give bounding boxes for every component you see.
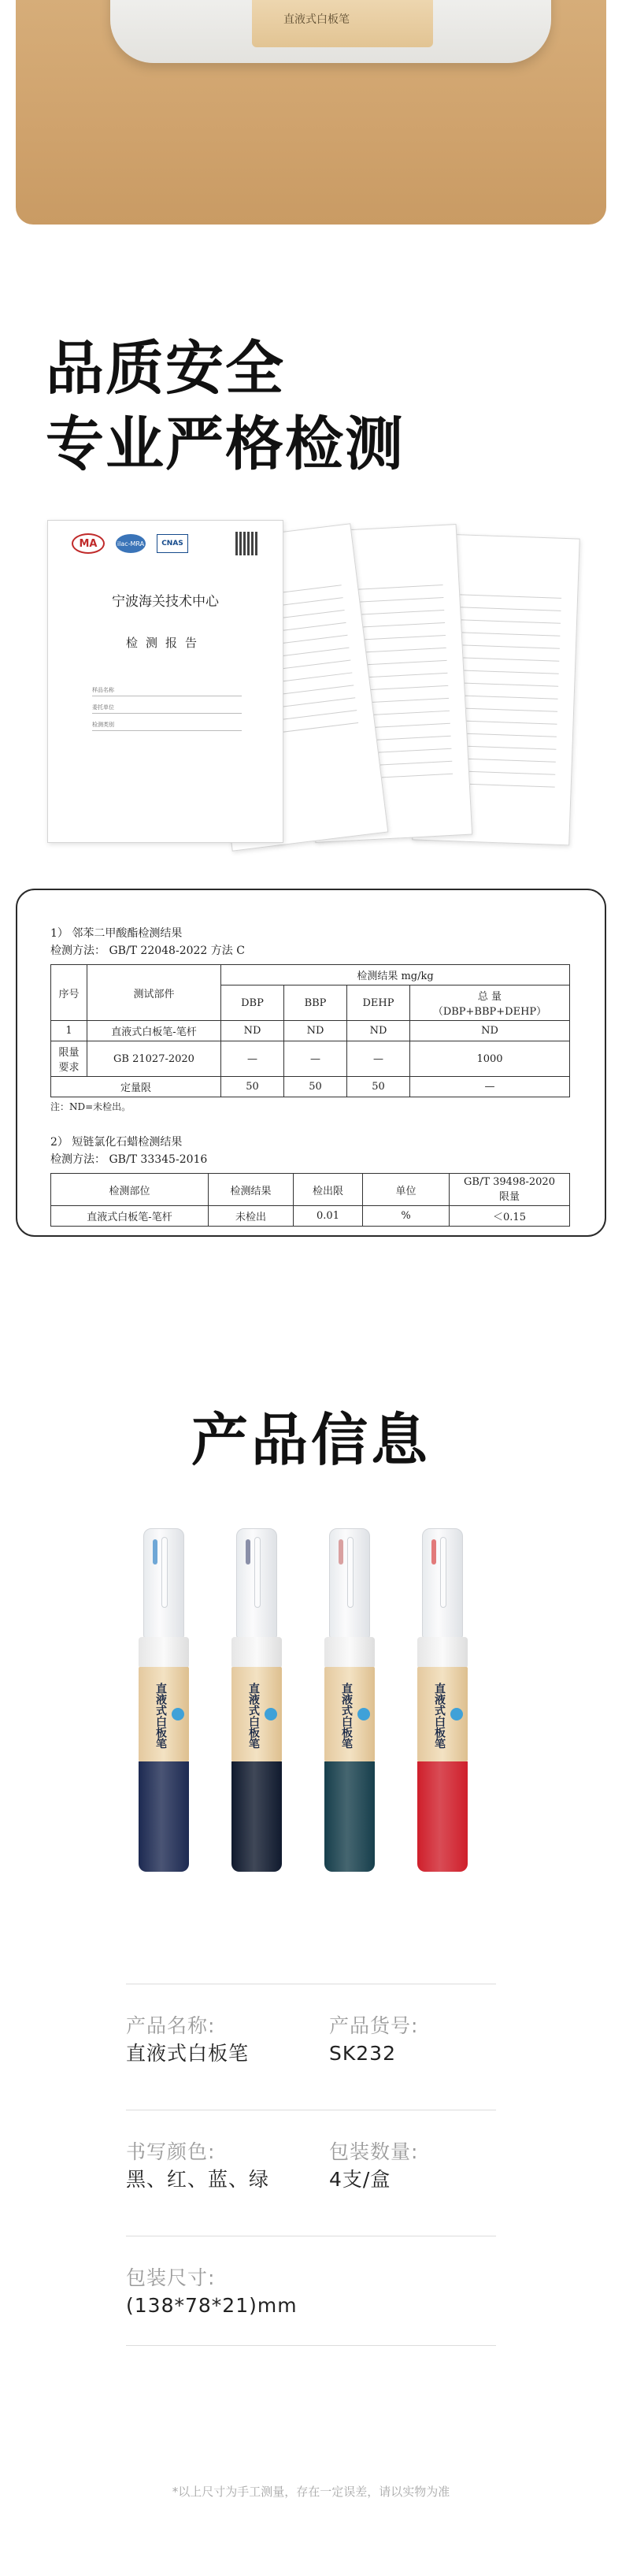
- report-cover-sheet: [47, 520, 283, 843]
- pen-black: 直液式白板笔: [228, 1528, 285, 1875]
- table-row: 定量限 50 50 50 —: [51, 1077, 570, 1097]
- pen-blue: 直液式白板笔: [135, 1528, 192, 1875]
- top-product-photo: [16, 0, 606, 225]
- pens-photo: [135, 1528, 490, 1883]
- phthalate-heading: 1） 邻苯二甲酸酯检测结果: [50, 927, 183, 940]
- spec-value: SK232: [329, 2042, 396, 2065]
- table-header: DEHP: [347, 985, 410, 1021]
- table-header: BBP: [284, 985, 347, 1021]
- pen-barrel: [139, 1761, 189, 1872]
- table-header: 序号: [51, 965, 87, 1021]
- test-report-collage: [47, 520, 573, 851]
- spec-row: [126, 1984, 496, 2086]
- spec-value: (138*78*21)mm: [126, 2294, 298, 2317]
- measurement-footnote: *以上尺寸为手工测量，存在一定误差，请以实物为准: [172, 2485, 450, 2499]
- quality-heading-line2: 专业严格检测: [46, 410, 405, 478]
- phthalate-table: [50, 964, 570, 1097]
- cma-logo-icon: MA: [72, 533, 105, 554]
- table-row: 直液式白板笔-笔杆 未检出 0.01 % ＜0.15: [51, 1206, 570, 1227]
- spec-label: 书写颜色:: [126, 2140, 216, 2163]
- table-header: 检测结果: [209, 1174, 294, 1206]
- spec-value: 直液式白板笔: [126, 2042, 250, 2065]
- report-logos: [72, 533, 188, 554]
- report-field: 检测类别: [92, 721, 242, 731]
- ilac-logo-icon: ilac-MRA: [116, 534, 146, 553]
- table-header: 检出限: [294, 1174, 363, 1206]
- spec-value: 4支/盒: [329, 2168, 391, 2191]
- phthalate-method: 检测方法： GB/T 22048-2022 方法 C: [50, 945, 245, 957]
- paraffin-heading: 2） 短链氯化石蜡检测结果: [50, 1136, 183, 1149]
- table-header: DBP: [221, 985, 284, 1021]
- pen-barrel: [231, 1761, 282, 1872]
- paraffin-table: [50, 1173, 570, 1227]
- pen-ink-tip: [153, 1539, 157, 1565]
- test-results-card: [16, 889, 606, 1237]
- spec-row: [126, 2236, 496, 2346]
- table-row: 1 直液式白板笔-笔杆 ND ND ND ND: [51, 1021, 570, 1041]
- table-row: 限量要求 GB 21027-2020 — — — 1000: [51, 1041, 570, 1077]
- spec-label: 包装尺寸:: [126, 2266, 216, 2289]
- table-header-standard: GB/T 39498-2020 限量: [450, 1174, 570, 1206]
- report-field: 样品名称: [92, 686, 242, 696]
- spec-value: 黑、红、蓝、绿: [126, 2168, 270, 2191]
- report-field: 委托单位: [92, 703, 242, 714]
- pen-barrel: [417, 1761, 468, 1872]
- report-organization: 宁波海关技术中心: [112, 594, 219, 610]
- pen-closeup-label-text: 直液式白板笔: [283, 13, 350, 26]
- pen-ink-tip: [431, 1539, 436, 1565]
- quality-heading-line1: 品质安全: [46, 335, 285, 403]
- table-header: 检测结果 mg/kg: [221, 965, 570, 985]
- pen-ink-tip: [246, 1539, 250, 1565]
- table-header: 单位: [363, 1174, 450, 1206]
- pen-green: 直液式白板笔: [321, 1528, 378, 1875]
- quality-heading: [46, 331, 405, 482]
- paraffin-method: 检测方法： GB/T 33345-2016: [50, 1153, 208, 1166]
- product-info-heading: 产品信息: [191, 1407, 431, 1473]
- qr-code-icon: [235, 532, 259, 555]
- spec-label: 产品货号:: [329, 2014, 419, 2037]
- spec-row: [126, 2110, 496, 2212]
- spec-label: 产品名称:: [126, 2014, 216, 2037]
- report-title: 检测报告: [125, 636, 205, 650]
- table-header: 测试部件: [87, 965, 221, 1021]
- pen-closeup-label: [252, 0, 433, 47]
- cnas-logo-icon: CNAS: [157, 534, 188, 553]
- pen-ink-tip: [339, 1539, 343, 1565]
- table-header: 检测部位: [51, 1174, 209, 1206]
- spec-label: 包装数量:: [329, 2140, 419, 2163]
- table-note: 注：ND=未检出。: [50, 1101, 131, 1112]
- pen-barrel: [324, 1761, 375, 1872]
- table-header-total: 总 量 （DBP+BBP+DEHP）: [410, 985, 570, 1021]
- pen-red: 直液式白板笔: [414, 1528, 471, 1875]
